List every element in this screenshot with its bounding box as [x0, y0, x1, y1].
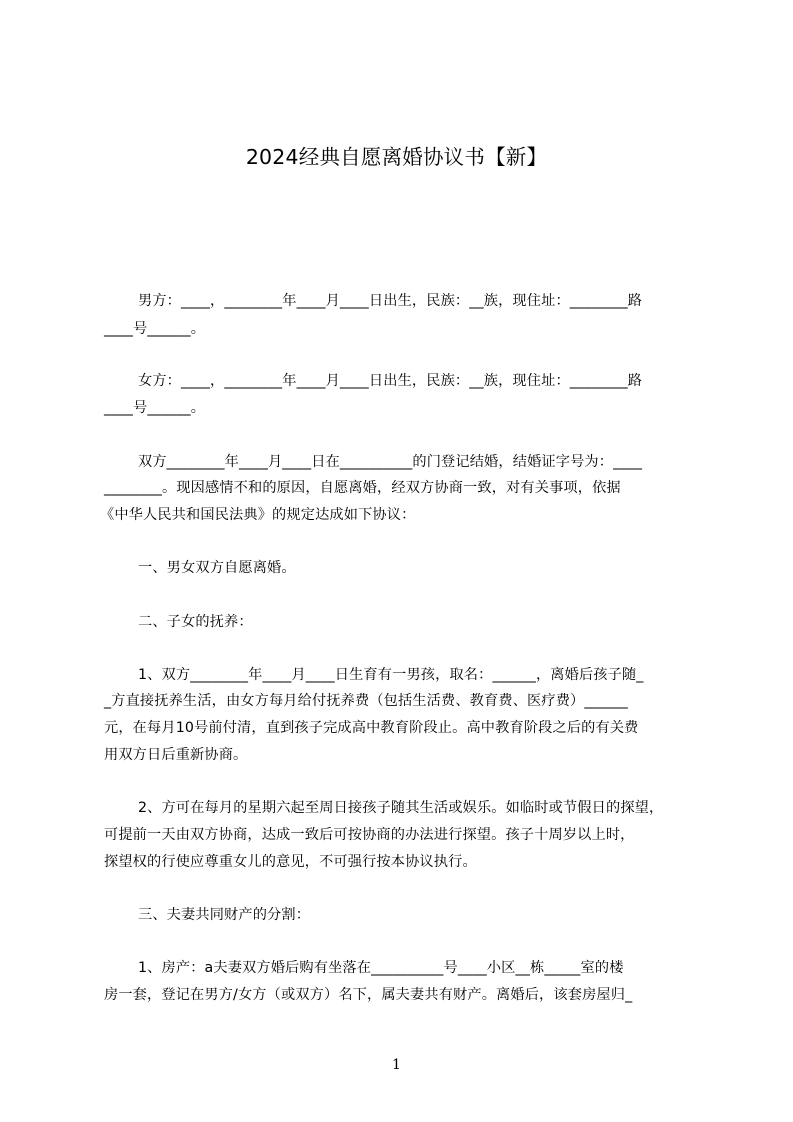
section-3-1-line-2: 房一套，登记在男方/女方（或双方）名下，属夫妻共有财产。离婚后，该套房屋归_	[104, 987, 633, 1003]
section-2-2-line-1: 2、方可在每月的星期六起至周日接孩子随其生活或娱乐。如临时或节假日的探望，	[138, 800, 664, 816]
section-3-1-line-1: 1、房产：a夫妻双方婚后购有坐落在__________号____小区__栋_____室的楼	[138, 960, 624, 976]
marriage-line-2: ________。现因感情不和的原因，自愿离婚，经双方协商一致，对有关事项，依据	[104, 480, 621, 496]
section-2-2-line-2: 可提前一天由双方协商，达成一致后可按协商的办法进行探望。孩子十周岁以上时，	[104, 827, 635, 843]
man-info-line-1: 男方：____，________年____月____日出生，民族：__族，现住址：________路	[138, 293, 643, 309]
section-1-heading: 一、男女双方自愿离婚。	[138, 560, 296, 576]
woman-info-line-1: 女方：____，________年____月____日出生，民族：__族，现住址：________路	[138, 373, 643, 389]
man-info-line-2: ____号______。	[104, 321, 206, 337]
section-3-heading: 三、夫妻共同财产的分割：	[138, 907, 311, 923]
section-2-1-line-2: _方直接抚养生活，由女方每月给付抚养费（包括生活费、教育费、医疗费）______	[104, 693, 628, 709]
marriage-line-3: 《中华人民共和国民法典》的规定达成如下协议：	[100, 507, 416, 523]
section-2-1-line-1: 1、双方________年____月____日生育有一男孩，取名：______，离婚后孩子随_	[138, 667, 644, 683]
section-2-2-line-3: 探望权的行使应尊重女儿的意见，不可强行按本协议执行。	[104, 854, 477, 870]
marriage-line-1: 双方________年____月____日在__________的门登记结婚，结婚证字号为：____	[138, 454, 643, 470]
section-2-1-line-4: 用双方日后重新协商。	[104, 747, 248, 763]
document-title: 2024经典自愿离婚协议书【新】	[245, 145, 548, 169]
section-2-heading: 二、子女的抚养：	[138, 614, 253, 630]
section-2-1-line-3: 元，在每月10号前付清，直到孩子完成高中教育阶段止。高中教育阶段之后的有关费	[104, 720, 639, 736]
woman-info-line-2: ____号______。	[104, 400, 206, 416]
page-number: 1	[392, 1057, 401, 1073]
